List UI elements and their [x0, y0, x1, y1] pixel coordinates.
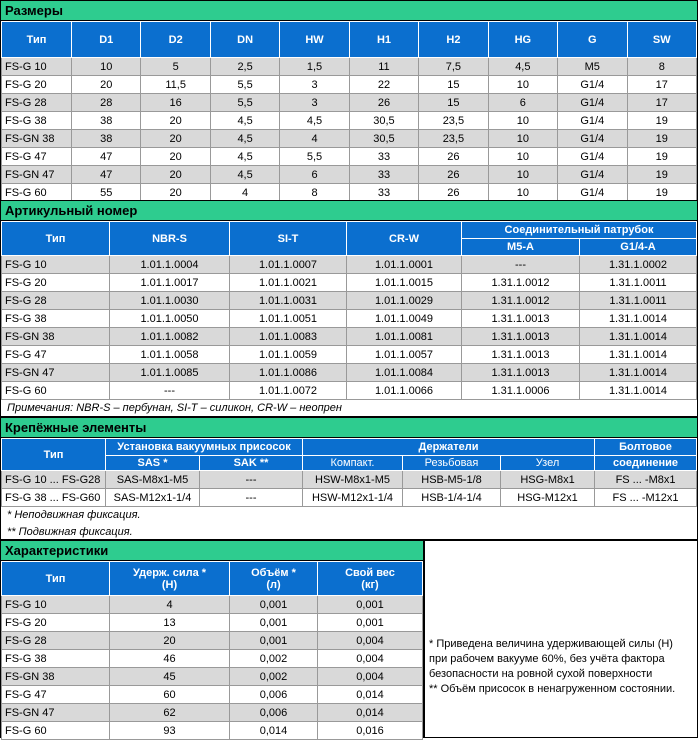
sizes-header-hw: HW	[280, 22, 349, 58]
char-cell: 0,001	[318, 614, 423, 632]
sizes-cell: 16	[141, 94, 210, 112]
articles-cell: 1.31.1.0012	[462, 274, 580, 292]
characteristics-row	[2, 704, 423, 722]
char-header-force: Удерж. сила * (Н)	[110, 562, 230, 596]
articles-row	[2, 310, 697, 328]
fasteners-header-sas: SAS *	[106, 456, 200, 471]
sizes-cell: G1/4	[558, 76, 627, 94]
char-cell: 93	[110, 722, 230, 740]
char-cell: FS-G 10	[2, 596, 110, 614]
sizes-cell: FS-G 10	[2, 58, 72, 76]
characteristics-title: Характеристики	[1, 541, 423, 561]
fasteners-body	[2, 471, 697, 507]
articles-cell: 1.31.1.0014	[580, 328, 697, 346]
char-header-type: Тип	[2, 562, 110, 596]
sizes-cell: 15	[419, 76, 488, 94]
sizes-cell: 17	[627, 76, 697, 94]
sizes-cell: 11	[349, 58, 418, 76]
char-cell: 0,006	[230, 686, 318, 704]
sizes-cell: 30,5	[349, 112, 418, 130]
sizes-cell: 23,5	[419, 130, 488, 148]
sizes-header-d1: D1	[72, 22, 141, 58]
articles-cell: 1.31.1.0014	[580, 346, 697, 364]
sizes-cell: 30,5	[349, 130, 418, 148]
characteristics-row	[2, 596, 423, 614]
fasteners-table	[1, 438, 697, 507]
char-cell: 45	[110, 668, 230, 686]
articles-cell: FS-G 10	[2, 256, 110, 274]
articles-cell: 1.01.1.0017	[110, 274, 230, 292]
fasteners-header-thread: Резьбовая	[403, 456, 501, 471]
sizes-cell: 28	[72, 94, 141, 112]
articles-row	[2, 256, 697, 274]
characteristics-body	[2, 596, 423, 740]
sizes-cell: 55	[72, 184, 141, 202]
char-cell: 0,006	[230, 704, 318, 722]
articles-row	[2, 292, 697, 310]
sizes-cell: 26	[419, 148, 488, 166]
fasteners-row	[2, 471, 697, 489]
sizes-cell: FS-G 38	[2, 112, 72, 130]
sizes-header-d2: D2	[141, 22, 210, 58]
sizes-cell: 33	[349, 148, 418, 166]
char-cell: 0,014	[318, 704, 423, 722]
articles-cell: 1.01.1.0086	[230, 364, 347, 382]
char-cell: FS-G 20	[2, 614, 110, 632]
sizes-cell: 8	[280, 184, 349, 202]
sizes-cell: 15	[419, 94, 488, 112]
articles-cell: 1.01.1.0085	[110, 364, 230, 382]
fasteners-cell: HSW-M12x1-1/4	[303, 489, 403, 507]
fasteners-cell: HSB-M5-1/8	[403, 471, 501, 489]
articles-cell: 1.01.1.0066	[347, 382, 462, 400]
char-cell: 0,001	[230, 596, 318, 614]
char-cell: 0,004	[318, 668, 423, 686]
fasteners-cell: HSB-1/4-1/4	[403, 489, 501, 507]
characteristics-row	[2, 650, 423, 668]
sizes-cell: FS-G 60	[2, 184, 72, 202]
fasteners-cell: FS-G 38 ... FS-G60	[2, 489, 106, 507]
fasteners-row	[2, 489, 697, 507]
sizes-cell: 38	[72, 130, 141, 148]
articles-cell: FS-G 60	[2, 382, 110, 400]
char-cell: FS-GN 47	[2, 704, 110, 722]
fasteners-cell: FS ... -M12x1	[595, 489, 697, 507]
sizes-cell: G1/4	[558, 166, 627, 184]
fasteners-cell: HSG-M12x1	[501, 489, 595, 507]
sizes-cell: 33	[349, 184, 418, 202]
char-cell: 0,004	[318, 632, 423, 650]
articles-cell: 1.01.1.0001	[347, 256, 462, 274]
articles-header-type: Тип	[2, 222, 110, 256]
fasteners-cell: FS ... -M8x1	[595, 471, 697, 489]
sizes-cell: 4	[210, 184, 279, 202]
characteristics-row	[2, 614, 423, 632]
articles-cell: FS-G 20	[2, 274, 110, 292]
sizes-cell: 2,5	[210, 58, 279, 76]
articles-row	[2, 346, 697, 364]
char-cell: FS-G 47	[2, 686, 110, 704]
sizes-cell: 10	[72, 58, 141, 76]
fasteners-header-install: Установка вакуумных присосок	[106, 439, 303, 456]
articles-cell: 1.01.1.0029	[347, 292, 462, 310]
sizes-cell: 19	[627, 166, 697, 184]
char-cell: FS-G 38	[2, 650, 110, 668]
char-cell: FS-G 60	[2, 722, 110, 740]
char-cell: 20	[110, 632, 230, 650]
char-cell: 0,002	[230, 668, 318, 686]
articles-cell: FS-GN 38	[2, 328, 110, 346]
articles-cell: 1.01.1.0057	[347, 346, 462, 364]
fasteners-cell: HSG-M8x1	[501, 471, 595, 489]
char-cell: 13	[110, 614, 230, 632]
sizes-cell: 20	[141, 112, 210, 130]
sizes-cell: 4,5	[280, 112, 349, 130]
char-header-weight: Свой вес (кг)	[318, 562, 423, 596]
articles-cell: 1.01.1.0082	[110, 328, 230, 346]
articles-cell: 1.31.1.0014	[580, 364, 697, 382]
fasteners-cell: FS-G 10 ... FS-G28	[2, 471, 106, 489]
sizes-cell: FS-G 28	[2, 94, 72, 112]
sizes-row	[2, 184, 697, 202]
sizes-cell: G1/4	[558, 148, 627, 166]
sizes-cell: 19	[627, 112, 697, 130]
articles-cell: 1.01.1.0083	[230, 328, 347, 346]
sizes-header-sw: SW	[627, 22, 697, 58]
characteristics-row	[2, 668, 423, 686]
fasteners-header-sak: SAK **	[200, 456, 303, 471]
sizes-section	[0, 0, 698, 200]
footnote-volume: ** Объём присосок в ненагруженном состоянии.	[429, 683, 676, 695]
articles-cell: 1.31.1.0012	[462, 292, 580, 310]
articles-cell: 1.01.1.0058	[110, 346, 230, 364]
articles-cell: 1.01.1.0081	[347, 328, 462, 346]
sizes-cell: 10	[488, 76, 557, 94]
articles-cell: FS-G 47	[2, 346, 110, 364]
sizes-cell: 19	[627, 184, 697, 202]
articles-cell: 1.01.1.0072	[230, 382, 347, 400]
sizes-cell: 4,5	[210, 130, 279, 148]
articles-cell: FS-G 38	[2, 310, 110, 328]
sizes-cell: 19	[627, 148, 697, 166]
fasteners-header-compact: Компакт.	[303, 456, 403, 471]
articles-cell: 1.01.1.0031	[230, 292, 347, 310]
articles-header-nbr: NBR-S	[110, 222, 230, 256]
articles-header-m5a: M5-A	[462, 239, 580, 256]
sizes-cell: 5,5	[280, 148, 349, 166]
sizes-cell: 7,5	[419, 58, 488, 76]
sizes-cell: 20	[72, 76, 141, 94]
sizes-cell: G1/4	[558, 130, 627, 148]
sizes-row	[2, 130, 697, 148]
sizes-row	[2, 112, 697, 130]
characteristics-row	[2, 632, 423, 650]
sizes-cell: 10	[488, 166, 557, 184]
articles-header-cr: CR-W	[347, 222, 462, 256]
articles-cell: 1.01.1.0021	[230, 274, 347, 292]
sizes-cell: 3	[280, 76, 349, 94]
sizes-cell: 4,5	[488, 58, 557, 76]
char-cell: 0,004	[318, 650, 423, 668]
sizes-cell: 1,5	[280, 58, 349, 76]
sizes-cell: 10	[488, 148, 557, 166]
char-header-volume: Объём * (л)	[230, 562, 318, 596]
fasteners-note-2: ** Подвижная фиксация.	[7, 526, 133, 538]
char-cell: 62	[110, 704, 230, 722]
sizes-cell: 4,5	[210, 166, 279, 184]
characteristics-row	[2, 686, 423, 704]
sizes-cell: 23,5	[419, 112, 488, 130]
fasteners-cell: SAS-M8x1-M5	[106, 471, 200, 489]
articles-row	[2, 328, 697, 346]
sizes-cell: 47	[72, 166, 141, 184]
char-cell: 0,016	[318, 722, 423, 740]
char-cell: FS-G 28	[2, 632, 110, 650]
articles-row	[2, 274, 697, 292]
fasteners-section	[0, 417, 698, 540]
articles-cell: 1.31.1.0013	[462, 328, 580, 346]
sizes-cell: G1/4	[558, 94, 627, 112]
articles-cell: 1.01.1.0007	[230, 256, 347, 274]
articles-cell: 1.31.1.0002	[580, 256, 697, 274]
sizes-cell: 10	[488, 184, 557, 202]
sizes-cell: 33	[349, 166, 418, 184]
characteristics-table	[1, 561, 423, 740]
sizes-cell: 17	[627, 94, 697, 112]
sizes-cell: M5	[558, 58, 627, 76]
sizes-cell: 4,5	[210, 148, 279, 166]
fasteners-header-node: Узел	[501, 456, 595, 471]
fasteners-title: Крепёжные элементы	[1, 418, 697, 438]
articles-section	[0, 200, 698, 417]
articles-cell: ---	[110, 382, 230, 400]
sizes-header-g: G	[558, 22, 627, 58]
sizes-cell: 26	[419, 166, 488, 184]
fasteners-note-1: * Неподвижная фиксация.	[7, 509, 141, 521]
articles-cell: ---	[462, 256, 580, 274]
sizes-row	[2, 76, 697, 94]
sizes-cell: 38	[72, 112, 141, 130]
fasteners-cell: HSW-M8x1-M5	[303, 471, 403, 489]
char-cell: 60	[110, 686, 230, 704]
sizes-cell: FS-GN 38	[2, 130, 72, 148]
sizes-cell: G1/4	[558, 112, 627, 130]
char-cell: 46	[110, 650, 230, 668]
sizes-cell: 20	[141, 184, 210, 202]
char-cell: 0,001	[230, 614, 318, 632]
sizes-cell: 5,5	[210, 76, 279, 94]
sizes-cell: 47	[72, 148, 141, 166]
articles-note: Примечания: NBR-S – пербунан, SI-T – силикон, CR-W – неопрен	[7, 402, 342, 414]
articles-cell: 1.01.1.0059	[230, 346, 347, 364]
char-cell: 0,002	[230, 650, 318, 668]
sizes-title: Размеры	[1, 1, 697, 21]
sizes-row	[2, 166, 697, 184]
characteristics-row	[2, 722, 423, 740]
sizes-cell: 20	[141, 166, 210, 184]
sizes-header-h2: H2	[419, 22, 488, 58]
sizes-cell: 20	[141, 130, 210, 148]
sizes-cell: FS-G 20	[2, 76, 72, 94]
articles-cell: 1.01.1.0015	[347, 274, 462, 292]
articles-body	[2, 256, 697, 400]
articles-cell: 1.01.1.0049	[347, 310, 462, 328]
articles-table	[1, 221, 697, 400]
char-cell: FS-GN 38	[2, 668, 110, 686]
articles-title: Артикульный номер	[1, 201, 697, 221]
articles-cell: FS-GN 47	[2, 364, 110, 382]
sizes-body	[2, 58, 697, 202]
articles-cell: 1.31.1.0011	[580, 274, 697, 292]
articles-header-si: SI-T	[230, 222, 347, 256]
fasteners-cell: SAS-M12x1-1/4	[106, 489, 200, 507]
sizes-cell: 26	[419, 184, 488, 202]
sizes-cell: G1/4	[558, 184, 627, 202]
fasteners-cell: ---	[200, 489, 303, 507]
articles-cell: 1.01.1.0084	[347, 364, 462, 382]
sizes-cell: 11,5	[141, 76, 210, 94]
articles-cell: 1.31.1.0013	[462, 310, 580, 328]
fasteners-header-bolt-1: Болтовое	[595, 439, 697, 456]
sizes-cell: FS-G 47	[2, 148, 72, 166]
sizes-cell: 6	[280, 166, 349, 184]
char-cell: 0,001	[318, 596, 423, 614]
sizes-row	[2, 58, 697, 76]
sizes-cell: FS-GN 47	[2, 166, 72, 184]
articles-header-g14a: G1/4-A	[580, 239, 697, 256]
fasteners-cell: ---	[200, 471, 303, 489]
fasteners-header-bolt-2: соединение	[595, 456, 697, 471]
sizes-cell: 5	[141, 58, 210, 76]
articles-cell: 1.01.1.0051	[230, 310, 347, 328]
sizes-cell: 3	[280, 94, 349, 112]
sizes-cell: 22	[349, 76, 418, 94]
footnote-force: * Приведена величина удерживающей силы (Н) при рабочем вакууме 60%, без учёта фактора безопасности на ровной сухой поверхности	[429, 638, 673, 680]
sizes-cell: 10	[488, 130, 557, 148]
articles-cell: 1.31.1.0006	[462, 382, 580, 400]
characteristics-footnote	[424, 540, 698, 738]
sizes-cell: 26	[349, 94, 418, 112]
char-cell: 0,001	[230, 632, 318, 650]
characteristics-section	[0, 540, 424, 738]
sizes-cell: 6	[488, 94, 557, 112]
articles-cell: 1.31.1.0013	[462, 346, 580, 364]
articles-row	[2, 364, 697, 382]
sizes-cell: 5,5	[210, 94, 279, 112]
sizes-header-dn: DN	[210, 22, 279, 58]
fasteners-header-type: Тип	[2, 439, 106, 471]
sizes-cell: 8	[627, 58, 697, 76]
articles-cell: 1.01.1.0030	[110, 292, 230, 310]
articles-cell: 1.31.1.0013	[462, 364, 580, 382]
sizes-header-type: Тип	[2, 22, 72, 58]
articles-cell: 1.31.1.0014	[580, 382, 697, 400]
articles-cell: 1.01.1.0004	[110, 256, 230, 274]
sizes-row	[2, 94, 697, 112]
sizes-table	[1, 21, 697, 202]
articles-cell: 1.31.1.0014	[580, 310, 697, 328]
sizes-cell: 10	[488, 112, 557, 130]
sizes-cell: 4	[280, 130, 349, 148]
articles-cell: 1.31.1.0011	[580, 292, 697, 310]
sizes-cell: 4,5	[210, 112, 279, 130]
char-cell: 4	[110, 596, 230, 614]
articles-cell: FS-G 28	[2, 292, 110, 310]
fasteners-header-holders: Держатели	[303, 439, 595, 456]
sizes-row	[2, 148, 697, 166]
char-cell: 0,014	[318, 686, 423, 704]
sizes-cell: 20	[141, 148, 210, 166]
articles-row	[2, 382, 697, 400]
articles-cell: 1.01.1.0050	[110, 310, 230, 328]
char-cell: 0,014	[230, 722, 318, 740]
sizes-header-h1: H1	[349, 22, 418, 58]
sizes-cell: 19	[627, 130, 697, 148]
sizes-header-hg: HG	[488, 22, 557, 58]
articles-header-connector: Соединительный патрубок	[462, 222, 697, 239]
